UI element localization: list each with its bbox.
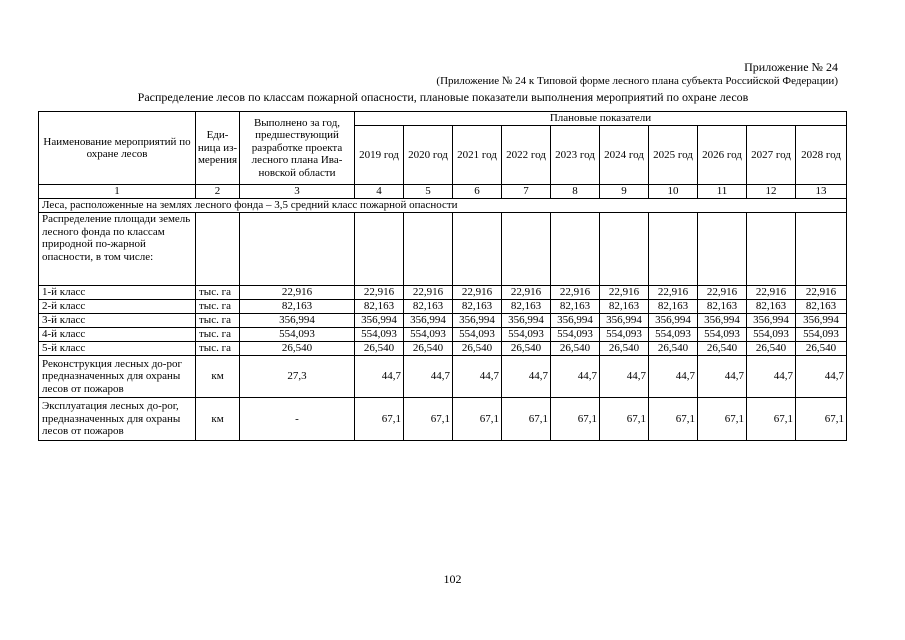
row-plan-value: 22,916 — [649, 286, 698, 300]
row-plan-value: 22,916 — [796, 286, 847, 300]
table-row — [39, 314, 847, 328]
empty-cell — [453, 213, 502, 286]
row-plan-value: 26,540 — [600, 342, 649, 356]
row-plan-value: 554,093 — [796, 328, 847, 342]
row-done-value: - — [240, 398, 355, 441]
row-plan-value: 67,1 — [502, 398, 551, 441]
row-unit: км — [196, 398, 240, 441]
page-number: 102 — [443, 572, 462, 586]
header-cell-unit: Еди-ница из-мерения — [196, 112, 240, 185]
empty-cell — [240, 213, 355, 286]
row-unit: тыс. га — [196, 342, 240, 356]
table-row — [39, 328, 847, 342]
empty-cell — [355, 213, 404, 286]
row-plan-value: 356,994 — [355, 314, 404, 328]
row-plan-value: 554,093 — [502, 328, 551, 342]
empty-cell — [698, 213, 747, 286]
row-plan-value: 44,7 — [502, 356, 551, 398]
row-plan-value: 22,916 — [404, 286, 453, 300]
row-plan-value: 44,7 — [600, 356, 649, 398]
row-plan-value: 82,163 — [355, 300, 404, 314]
appendix-note: (Приложение № 24 к Типовой форме лесного плана субъекта Российской Федерации) — [436, 75, 838, 87]
row-plan-value: 554,093 — [747, 328, 796, 342]
row-plan-value: 44,7 — [453, 356, 502, 398]
row-plan-value: 26,540 — [502, 342, 551, 356]
row-plan-value: 26,540 — [747, 342, 796, 356]
header-year-6: 2025 год — [649, 126, 698, 185]
column-number-13: 13 — [796, 185, 847, 199]
row-plan-value: 26,540 — [796, 342, 847, 356]
empty-cell — [196, 213, 240, 286]
row-plan-value: 356,994 — [698, 314, 747, 328]
row-plan-value: 44,7 — [649, 356, 698, 398]
row-plan-value: 554,093 — [698, 328, 747, 342]
row-plan-value: 82,163 — [404, 300, 453, 314]
column-number-6: 6 — [453, 185, 502, 199]
row-name: 4-й класс — [39, 328, 196, 342]
column-number-4: 4 — [355, 185, 404, 199]
empty-cell — [404, 213, 453, 286]
row-plan-value: 67,1 — [355, 398, 404, 441]
header-year-0: 2019 год — [355, 126, 404, 185]
row-plan-value: 22,916 — [551, 286, 600, 300]
row-done-value: 22,916 — [240, 286, 355, 300]
group-label: Распределение площади земель лесного фонда по классам природной по-жарной опасности, в том числе: — [39, 213, 196, 286]
column-number-2: 2 — [196, 185, 240, 199]
row-plan-value: 82,163 — [600, 300, 649, 314]
table-row — [39, 342, 847, 356]
row-plan-value: 22,916 — [747, 286, 796, 300]
header-year-2: 2021 год — [453, 126, 502, 185]
row-plan-value: 44,7 — [355, 356, 404, 398]
row-plan-value: 44,7 — [747, 356, 796, 398]
header-year-7: 2026 год — [698, 126, 747, 185]
table-row — [39, 300, 847, 314]
row-plan-value: 356,994 — [649, 314, 698, 328]
row-plan-value: 26,540 — [453, 342, 502, 356]
header-year-9: 2028 год — [796, 126, 847, 185]
row-name: Реконструкция лесных до-рог предназначенных для охраны лесов от пожаров — [39, 356, 196, 398]
document-title: Распределение лесов по классам пожарной опасности, плановые показатели выполнения мероприятий по охране лесов — [137, 90, 749, 104]
header-cell-done: Выполнено за год, предшествующий разработке проекта лесного плана Ива-новской области — [240, 112, 355, 185]
table-row — [39, 398, 847, 441]
row-plan-value: 554,093 — [600, 328, 649, 342]
column-number-3: 3 — [240, 185, 355, 199]
column-number-10: 10 — [649, 185, 698, 199]
row-name: 5-й класс — [39, 342, 196, 356]
header-year-3: 2022 год — [502, 126, 551, 185]
row-done-value: 82,163 — [240, 300, 355, 314]
row-plan-value: 82,163 — [453, 300, 502, 314]
column-number-12: 12 — [747, 185, 796, 199]
row-plan-value: 67,1 — [551, 398, 600, 441]
header-year-5: 2024 год — [600, 126, 649, 185]
row-plan-value: 82,163 — [747, 300, 796, 314]
row-plan-value: 554,093 — [649, 328, 698, 342]
row-plan-value: 44,7 — [404, 356, 453, 398]
empty-cell — [502, 213, 551, 286]
row-plan-value: 67,1 — [747, 398, 796, 441]
empty-cell — [747, 213, 796, 286]
header-year-1: 2020 год — [404, 126, 453, 185]
row-plan-value: 82,163 — [502, 300, 551, 314]
row-plan-value: 26,540 — [698, 342, 747, 356]
row-plan-value: 67,1 — [453, 398, 502, 441]
empty-cell — [600, 213, 649, 286]
empty-cell — [796, 213, 847, 286]
row-plan-value: 26,540 — [649, 342, 698, 356]
column-number-8: 8 — [551, 185, 600, 199]
row-plan-value: 67,1 — [698, 398, 747, 441]
row-done-value: 27,3 — [240, 356, 355, 398]
row-plan-value: 82,163 — [649, 300, 698, 314]
row-plan-value: 356,994 — [551, 314, 600, 328]
header-cell-name: Наименование мероприятий по охране лесов — [39, 112, 196, 185]
row-name: 1-й класс — [39, 286, 196, 300]
row-plan-value: 82,163 — [796, 300, 847, 314]
row-plan-value: 22,916 — [698, 286, 747, 300]
row-plan-value: 356,994 — [453, 314, 502, 328]
row-plan-value: 356,994 — [404, 314, 453, 328]
row-unit: тыс. га — [196, 286, 240, 300]
row-plan-value: 44,7 — [796, 356, 847, 398]
row-plan-value: 67,1 — [649, 398, 698, 441]
empty-cell — [649, 213, 698, 286]
row-plan-value: 67,1 — [404, 398, 453, 441]
column-number-11: 11 — [698, 185, 747, 199]
row-unit: тыс. га — [196, 300, 240, 314]
row-plan-value: 356,994 — [747, 314, 796, 328]
header-cell-plan: Плановые показатели — [355, 112, 847, 126]
header-year-4: 2023 год — [551, 126, 600, 185]
column-number-7: 7 — [502, 185, 551, 199]
row-plan-value: 82,163 — [551, 300, 600, 314]
row-done-value: 26,540 — [240, 342, 355, 356]
row-plan-value: 67,1 — [600, 398, 649, 441]
row-unit: тыс. га — [196, 314, 240, 328]
row-unit: км — [196, 356, 240, 398]
row-name: Эксплуатация лесных до-рог, предназначенных для охраны лесов от пожаров — [39, 398, 196, 441]
column-number-1: 1 — [39, 185, 196, 199]
row-plan-value: 26,540 — [551, 342, 600, 356]
row-plan-value: 554,093 — [551, 328, 600, 342]
row-done-value: 554,093 — [240, 328, 355, 342]
column-number-5: 5 — [404, 185, 453, 199]
row-name: 2-й класс — [39, 300, 196, 314]
row-plan-value: 22,916 — [502, 286, 551, 300]
row-plan-value: 22,916 — [355, 286, 404, 300]
fire-danger-table — [38, 111, 847, 441]
row-plan-value: 356,994 — [796, 314, 847, 328]
column-number-9: 9 — [600, 185, 649, 199]
row-plan-value: 67,1 — [796, 398, 847, 441]
row-plan-value: 356,994 — [600, 314, 649, 328]
header-year-8: 2027 год — [747, 126, 796, 185]
row-plan-value: 82,163 — [698, 300, 747, 314]
row-plan-value: 44,7 — [698, 356, 747, 398]
row-plan-value: 554,093 — [355, 328, 404, 342]
row-plan-value: 26,540 — [355, 342, 404, 356]
row-done-value: 356,994 — [240, 314, 355, 328]
table-row — [39, 356, 847, 398]
section-row: Леса, расположенные на землях лесного фонда – 3,5 средний класс пожарной опасности — [39, 199, 847, 213]
row-plan-value: 22,916 — [600, 286, 649, 300]
row-plan-value: 26,540 — [404, 342, 453, 356]
row-plan-value: 554,093 — [453, 328, 502, 342]
row-unit: тыс. га — [196, 328, 240, 342]
row-plan-value: 44,7 — [551, 356, 600, 398]
empty-cell — [551, 213, 600, 286]
row-plan-value: 554,093 — [404, 328, 453, 342]
row-name: 3-й класс — [39, 314, 196, 328]
table-row — [39, 286, 847, 300]
row-plan-value: 22,916 — [453, 286, 502, 300]
row-plan-value: 356,994 — [502, 314, 551, 328]
appendix-label: Приложение № 24 — [744, 60, 838, 74]
